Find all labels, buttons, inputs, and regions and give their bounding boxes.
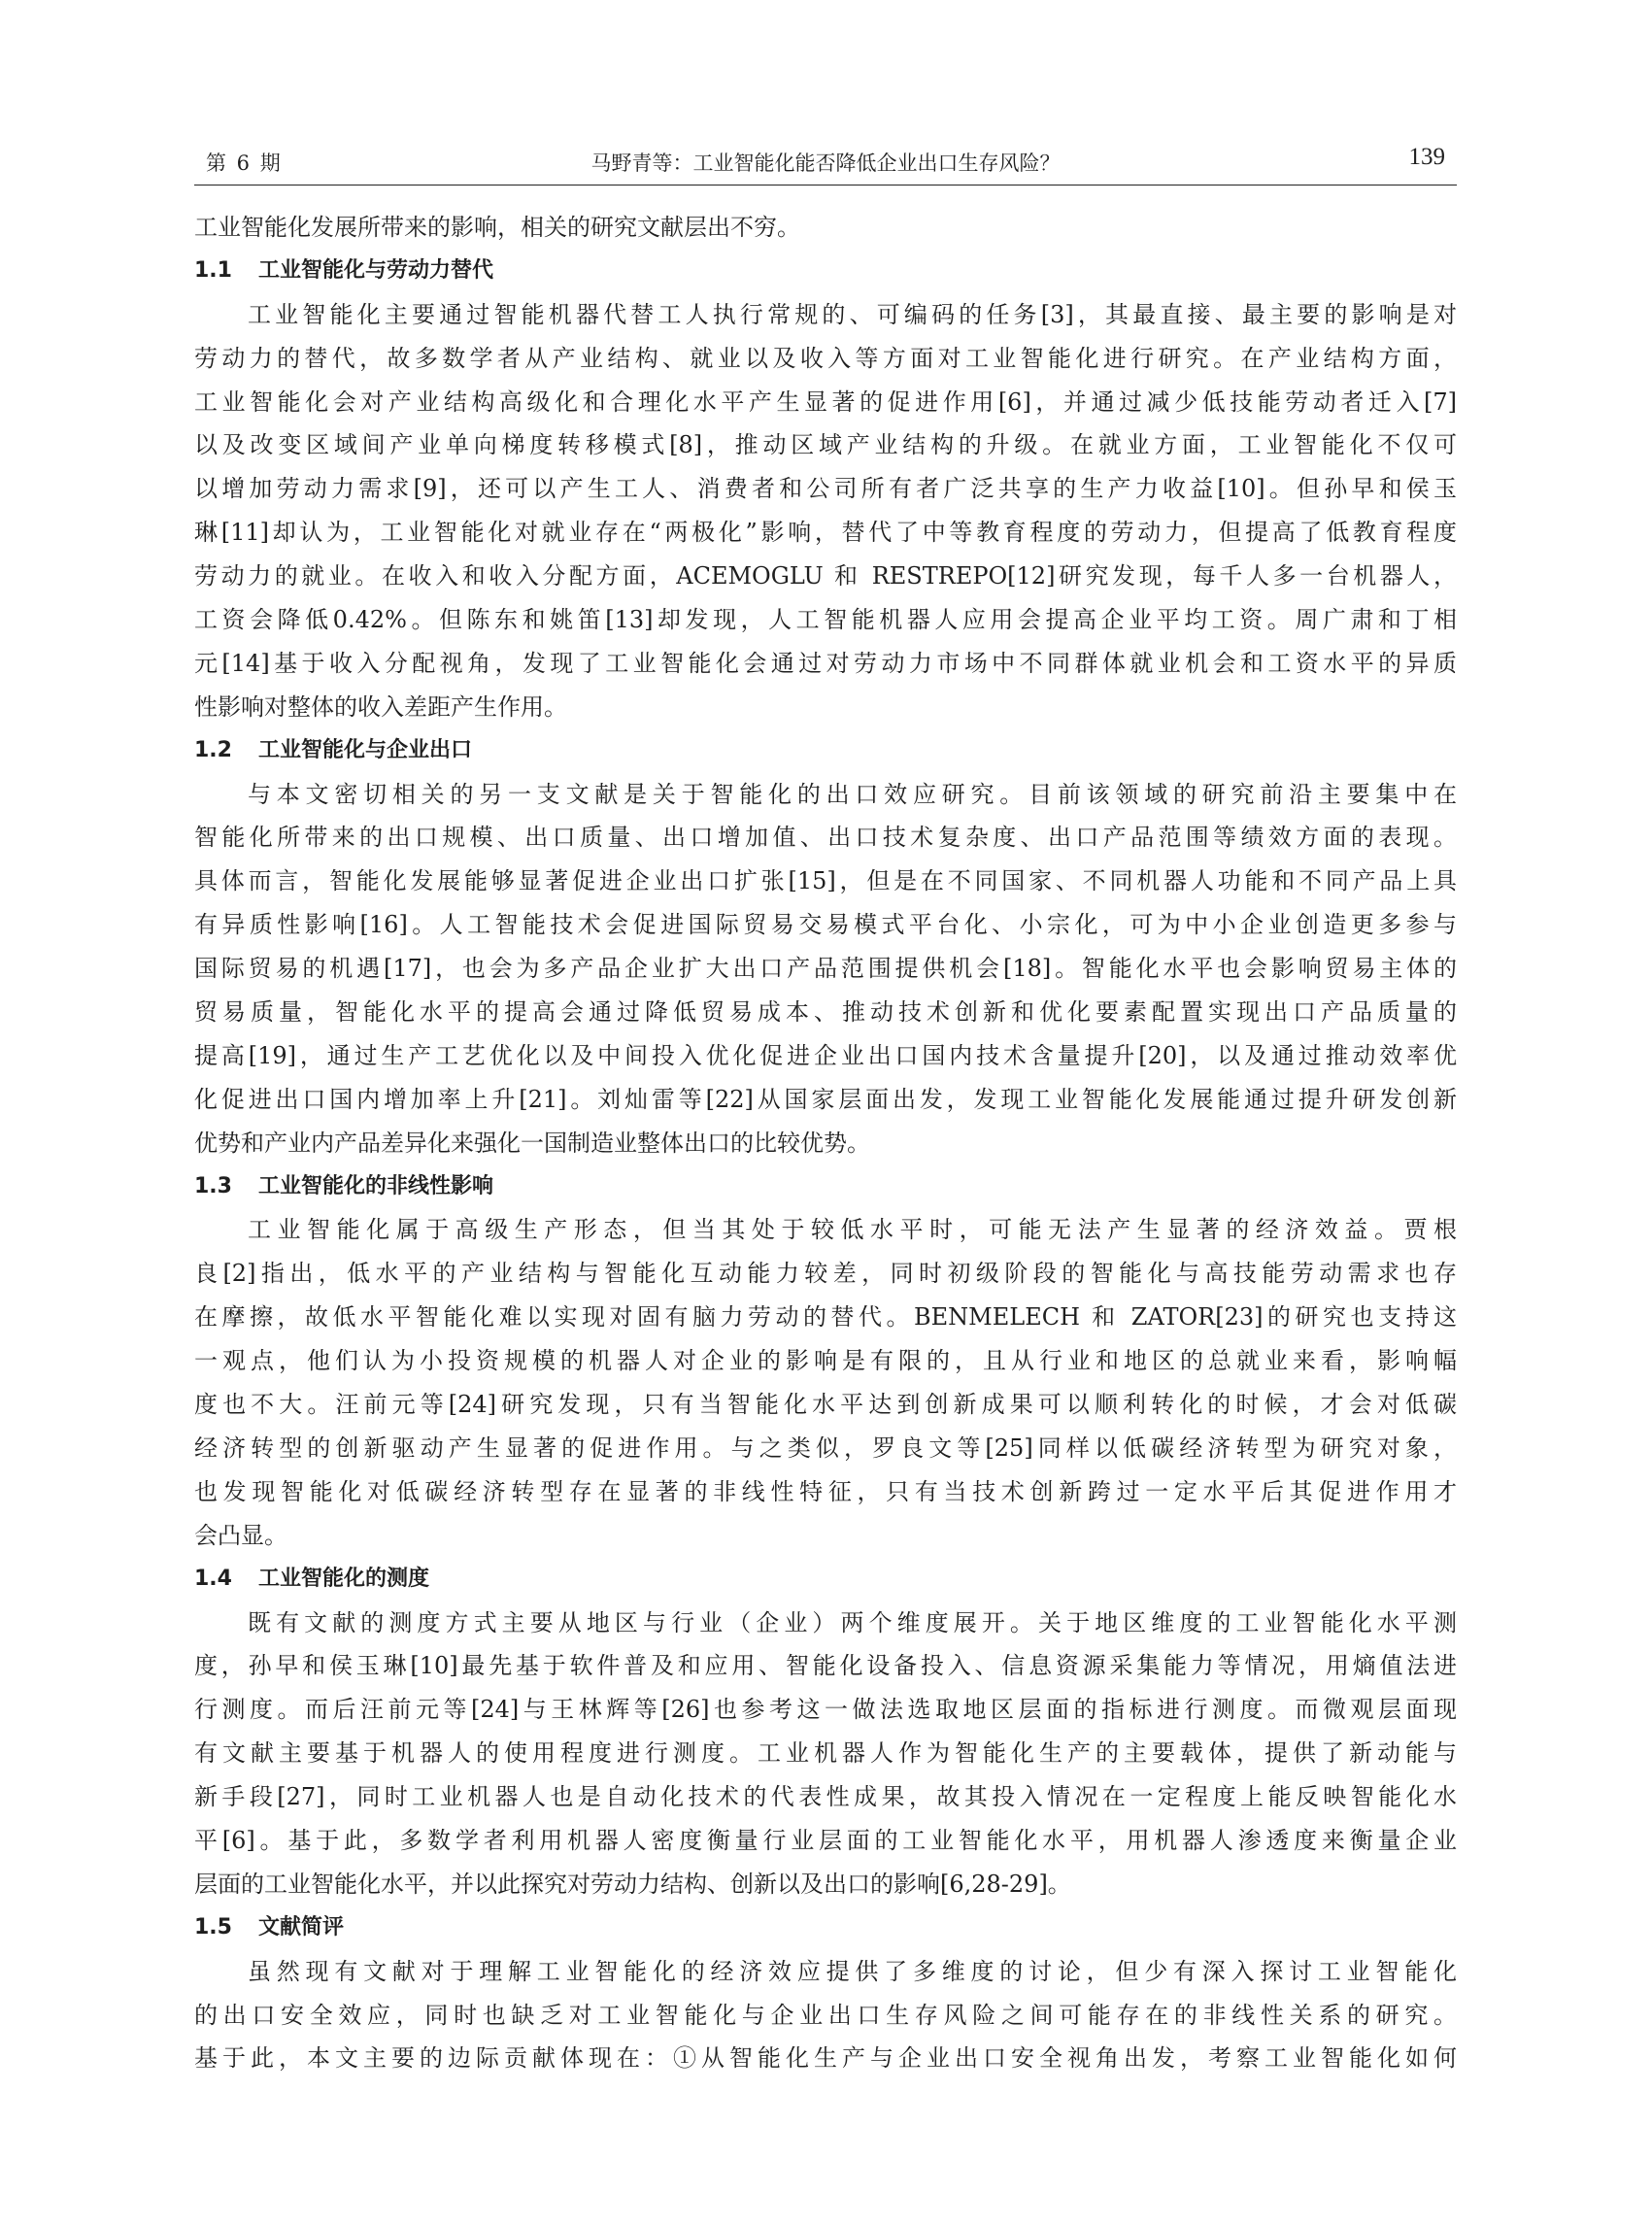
text-line: 既有文献的测度方式主要从地区与行业（企业）两个维度展开。关于地区维度的工业智能化水平测 bbox=[248, 1608, 1457, 1636]
text-line: 也发现智能化对低碳经济转型存在显著的非线性特征，只有当技术创新跨过一定水平后其促进作用才 bbox=[194, 1477, 1457, 1505]
section-number: 1.2 bbox=[194, 737, 232, 762]
section-number: 1.4 bbox=[194, 1566, 232, 1591]
text-line: 虽然现有文献对于理解工业智能化的经济效应提供了多维度的讨论，但少有深入探讨工业智能化 bbox=[248, 1957, 1457, 1985]
section-title: 工业智能化与劳动力替代 bbox=[258, 257, 494, 283]
text-line: 优势和产业内产品差异化来强化一国制造业整体出口的比较优势。 bbox=[194, 1129, 870, 1157]
section-heading bbox=[194, 1165, 1457, 1209]
text-line: 以及改变区域间产业单向梯度转移模式[8]，推动区域产业结构的升级。在就业方面，工业智能化不仅可 bbox=[194, 431, 1457, 459]
text-line: 工业智能化属于高级生产形态，但当其处于较低水平时，可能无法产生显著的经济效益。贾根 bbox=[248, 1216, 1457, 1244]
section-number: 1.5 bbox=[194, 1914, 232, 1939]
section-title: 文献简评 bbox=[258, 1914, 345, 1939]
text-line: 经济转型的创新驱动产生显著的促进作用。与之类似，罗良文等[25]同样以低碳经济转型为研究对象， bbox=[194, 1433, 1457, 1462]
text-line: 以增加劳动力需求[9]，还可以产生工人、消费者和公司所有者广泛共享的生产力收益[10]。但孙早和侯玉 bbox=[194, 475, 1457, 503]
text-line: 层面的工业智能化水平，并以此探究对劳动力结构、创新以及出口的影响[6,28-29]。 bbox=[194, 1870, 1071, 1898]
text-line: 工资会降低0.42%。但陈东和姚笛[13]却发现，人工智能机器人应用会提高企业平均工资。周广肃和丁相 bbox=[194, 606, 1457, 634]
text-line: 琳[11]却认为，工业智能化对就业存在“两极化”影响，替代了中等教育程度的劳动力，但提高了低教育程度 bbox=[194, 519, 1457, 547]
running-title: 马野青等：工业智能化能否降低企业出口生存风险？ bbox=[590, 152, 1061, 175]
section-heading bbox=[194, 1906, 1457, 1950]
section-title: 工业智能化的非线性影响 bbox=[258, 1173, 494, 1198]
section-number: 1.1 bbox=[194, 257, 232, 283]
section-heading bbox=[194, 729, 1457, 773]
text-line: 的出口安全效应，同时也缺乏对工业智能化与企业出口生存风险之间可能存在的非线性关系的研究。 bbox=[194, 2001, 1457, 2029]
text-line: 与本文密切相关的另一支文献是关于智能化的出口效应研究。目前该领域的研究前沿主要集中在 bbox=[248, 780, 1457, 808]
text-line: 性影响对整体的收入差距产生作用。 bbox=[194, 692, 567, 721]
text-line: 新手段[27]，同时工业机器人也是自动化技术的代表性成果，故其投入情况在一定程度上能反映智能化水 bbox=[194, 1783, 1457, 1811]
text-line: 有文献主要基于机器人的使用程度进行测度。工业机器人作为智能化生产的主要载体，提供了新动能与 bbox=[194, 1739, 1457, 1768]
text-line: 化促进出口国内增加率上升[21]。刘灿雷等[22]从国家层面出发，发现工业智能化发展能通过提升研发创新 bbox=[194, 1085, 1457, 1113]
text-line: 工业智能化会对产业结构高级化和合理化水平产生显著的促进作用[6]，并通过减少低技能劳动者迁入[7] bbox=[194, 388, 1457, 416]
text-line: 平[6]。基于此，多数学者利用机器人密度衡量行业层面的工业智能化水平，用机器人渗透度来衡量企业 bbox=[194, 1826, 1457, 1854]
body-text bbox=[194, 206, 1457, 2080]
text-line: 度也不大。汪前元等[24]研究发现，只有当智能化水平达到创新成果可以顺利转化的时候，才会对低碳 bbox=[194, 1391, 1457, 1419]
text-line: 具体而言，智能化发展能够显著促进企业出口扩张[15]，但是在不同国家、不同机器人功能和不同产品上具 bbox=[194, 867, 1457, 895]
text-line: 智能化所带来的出口规模、出口质量、出口增加值、出口技术复杂度、出口产品范围等绩效方面的表现。 bbox=[194, 824, 1457, 852]
text-line: 工业智能化发展所带来的影响，相关的研究文献层出不穷。 bbox=[194, 214, 800, 241]
section-heading bbox=[194, 1558, 1457, 1602]
text-line: 劳动力的替代，故多数学者从产业结构、就业以及收入等方面对工业智能化进行研究。在产业结构方面， bbox=[194, 344, 1457, 372]
text-line: 劳动力的就业。在收入和收入分配方面，ACEMOGLU 和 RESTREPO[12]研究发现，每千人多一台机器人， bbox=[194, 562, 1457, 590]
section-number: 1.3 bbox=[194, 1173, 232, 1198]
section-heading bbox=[194, 250, 1457, 293]
text-line: 一观点，他们认为小投资规模的机器人对企业的影响是有限的，且从行业和地区的总就业来看，影响幅 bbox=[194, 1347, 1457, 1375]
text-line: 度，孙早和侯玉琳[10]最先基于软件普及和应用、智能化设备投入、信息资源采集能力等情况，用熵值法进 bbox=[194, 1652, 1457, 1680]
text-line: 国际贸易的机遇[17]，也会为多产品企业扩大出口产品范围提供机会[18]。智能化水平也会影响贸易主体的 bbox=[194, 955, 1457, 983]
text-line: 在摩擦，故低水平智能化难以实现对固有脑力劳动的替代。BENMELECH 和 ZATOR[23]的研究也支持这 bbox=[194, 1303, 1457, 1332]
text-line: 良[2]指出，低水平的产业结构与智能化互动能力较差，同时初级阶段的智能化与高技能劳动需求也存 bbox=[194, 1260, 1457, 1288]
text-line: 有异质性影响[16]。人工智能技术会促进国际贸易交易模式平台化、小宗化，可为中小企业创造更多参与 bbox=[194, 911, 1457, 939]
text-line: 元[14]基于收入分配视角，发现了工业智能化会通过对劳动力市场中不同群体就业机会和工资水平的异质 bbox=[194, 649, 1457, 677]
section-title: 工业智能化与企业出口 bbox=[258, 737, 473, 762]
text-line: 行测度。而后汪前元等[24]与王林辉等[26]也参考这一做法选取地区层面的指标进行测度。而微观层面现 bbox=[194, 1696, 1457, 1724]
text-line: 贸易质量，智能化水平的提高会通过降低贸易成本、推动技术创新和优化要素配置实现出口产品质量的 bbox=[194, 998, 1457, 1027]
text-line: 提高[19]，通过生产工艺优化以及中间投入优化促进企业出口国内技术含量提升[20]，以及通过推动效率优 bbox=[194, 1041, 1457, 1069]
page-number: 139 bbox=[1408, 144, 1445, 170]
section-title: 工业智能化的测度 bbox=[258, 1566, 430, 1591]
text-line: 工业智能化主要通过智能机器代替工人执行常规的、可编码的任务[3]，其最直接、最主要的影响是对 bbox=[248, 300, 1457, 328]
running-header bbox=[194, 144, 1457, 186]
text-line: 会凸显。 bbox=[194, 1521, 287, 1549]
issue-label: 第 6 期 bbox=[206, 152, 283, 175]
text-line: 基于此，本文主要的边际贡献体现在：①从智能化生产与企业出口安全视角出发，考察工业智能化如何 bbox=[194, 2044, 1457, 2073]
